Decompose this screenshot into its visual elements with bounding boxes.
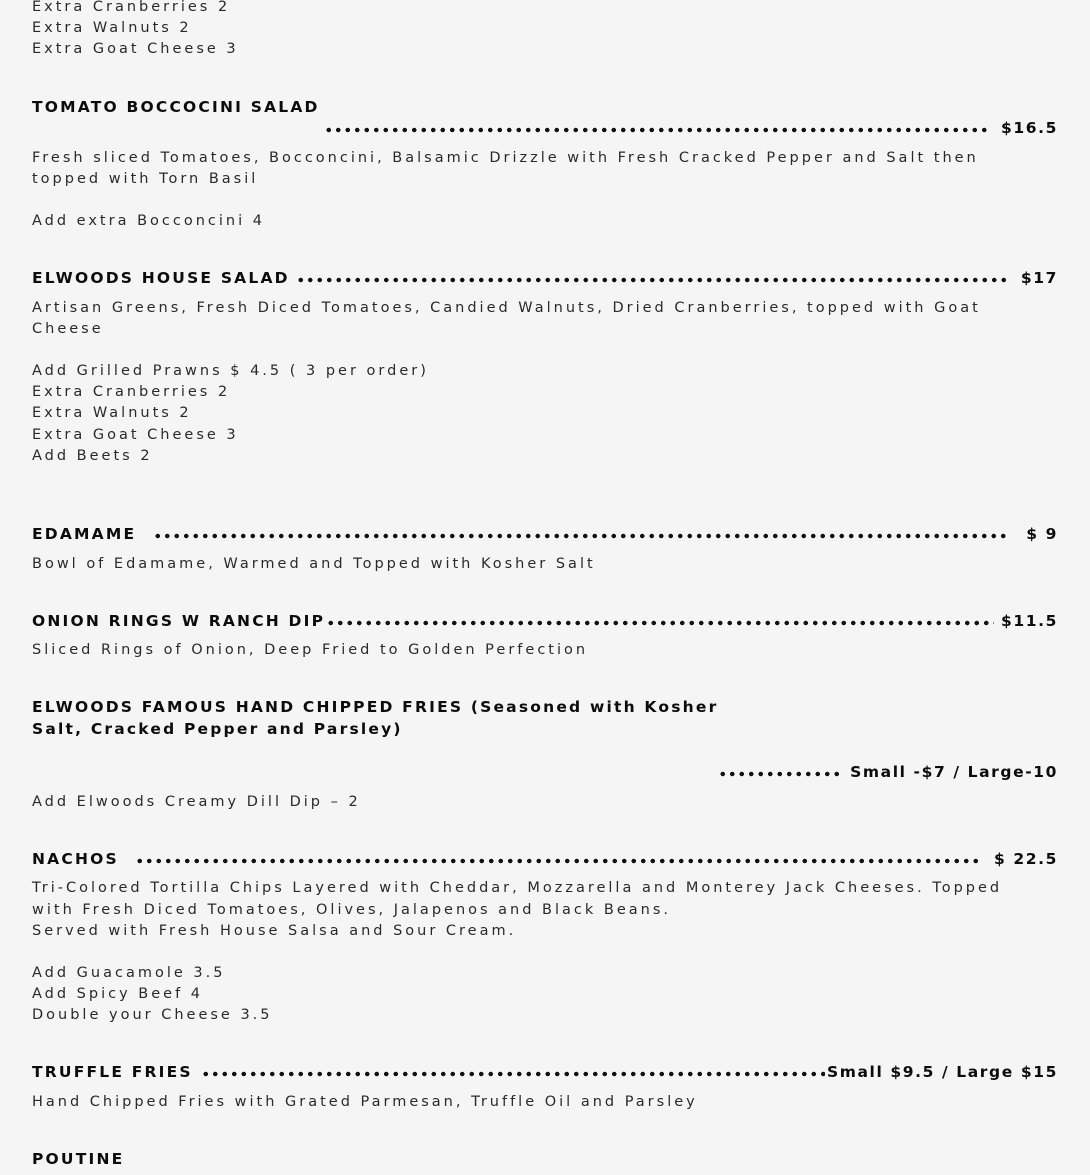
- item-price-edamame: $ 9: [1026, 525, 1058, 543]
- item-description: Cheese: [32, 321, 104, 337]
- item-description: Tri-Colored Tortilla Chips Layered with Cheddar, Mozzarella and Monterey Jack Cheeses. Topped: [32, 880, 1003, 896]
- item-extra: Add Guacamole 3.5: [32, 965, 226, 981]
- item-description: Artisan Greens, Fresh Diced Tomatoes, Candied Walnuts, Dried Cranberries, topped with Goat: [32, 300, 981, 316]
- item-extra: Add extra Bocconcini 4: [32, 213, 265, 229]
- dot-leader: [135, 858, 981, 864]
- item-description: Served with Fresh House Salsa and Sour Cream.: [32, 923, 517, 939]
- item-price-nachos: $ 22.5: [993, 850, 1058, 868]
- dot-leader: [324, 127, 990, 133]
- dot-leader: [718, 771, 842, 777]
- item-description: Bowl of Edamame, Warmed and Topped with Kosher Salt: [32, 556, 596, 572]
- item-price-hand-chipped-fries: Small -$7 / Large-10: [850, 763, 1058, 781]
- dot-leader: [326, 620, 994, 626]
- item-extra: Extra Goat Cheese 3: [32, 427, 239, 443]
- item-extra: Add Spicy Beef 4: [32, 986, 204, 1002]
- extra-line: Extra Walnuts 2: [32, 20, 192, 36]
- item-title-edamame: EDAMAME: [32, 525, 137, 543]
- dot-leader: [153, 533, 1009, 539]
- extra-line: Extra Goat Cheese 3: [32, 41, 239, 57]
- dot-leader: [296, 277, 1008, 283]
- item-price-truffle-fries: Small $9.5 / Large $15: [826, 1063, 1058, 1081]
- item-extra: Extra Walnuts 2: [32, 405, 192, 421]
- item-description: with Fresh Diced Tomatoes, Olives, Jalapenos and Black Beans.: [32, 902, 672, 918]
- item-price-onion-rings: $11.5: [1000, 612, 1058, 630]
- item-title-hand-chipped-fries-cont: Salt, Cracked Pepper and Parsley): [32, 720, 403, 738]
- extra-line: Extra Cranberries 2: [32, 0, 231, 15]
- item-extra: Add Beets 2: [32, 448, 153, 464]
- item-description: Fresh sliced Tomatoes, Bocconcini, Balsamic Drizzle with Fresh Cracked Pepper and Salt then: [32, 150, 979, 166]
- item-title-hand-chipped-fries: ELWOODS FAMOUS HAND CHIPPED FRIES (Seasoned with Kosher: [32, 698, 719, 716]
- item-description: topped with Torn Basil: [32, 171, 259, 187]
- item-title-onion-rings: ONION RINGS W RANCH DIP: [32, 612, 326, 630]
- item-price-tomato-boccocini-salad: $16.5: [1000, 119, 1058, 137]
- item-description: Sliced Rings of Onion, Deep Fried to Golden Perfection: [32, 642, 589, 658]
- item-extra: Add Grilled Prawns $ 4.5 ( 3 per order): [32, 363, 429, 379]
- item-extra: Extra Cranberries 2: [32, 384, 231, 400]
- item-price-elwoods-house-salad: $17: [1020, 269, 1058, 287]
- item-extra: Double your Cheese 3.5: [32, 1007, 273, 1023]
- item-extra: Add Elwoods Creamy Dill Dip – 2: [32, 794, 361, 810]
- item-description: Hand Chipped Fries with Grated Parmesan, Truffle Oil and Parsley: [32, 1094, 698, 1110]
- item-title-poutine: POUTINE: [32, 1150, 125, 1168]
- item-title-truffle-fries: TRUFFLE FRIES: [32, 1063, 193, 1081]
- item-title-nachos: NACHOS: [32, 850, 119, 868]
- item-title-elwoods-house-salad: ELWOODS HOUSE SALAD: [32, 269, 290, 287]
- item-title-tomato-boccocini-salad: TOMATO BOCCOCINI SALAD: [32, 98, 320, 116]
- dot-leader: [201, 1071, 825, 1077]
